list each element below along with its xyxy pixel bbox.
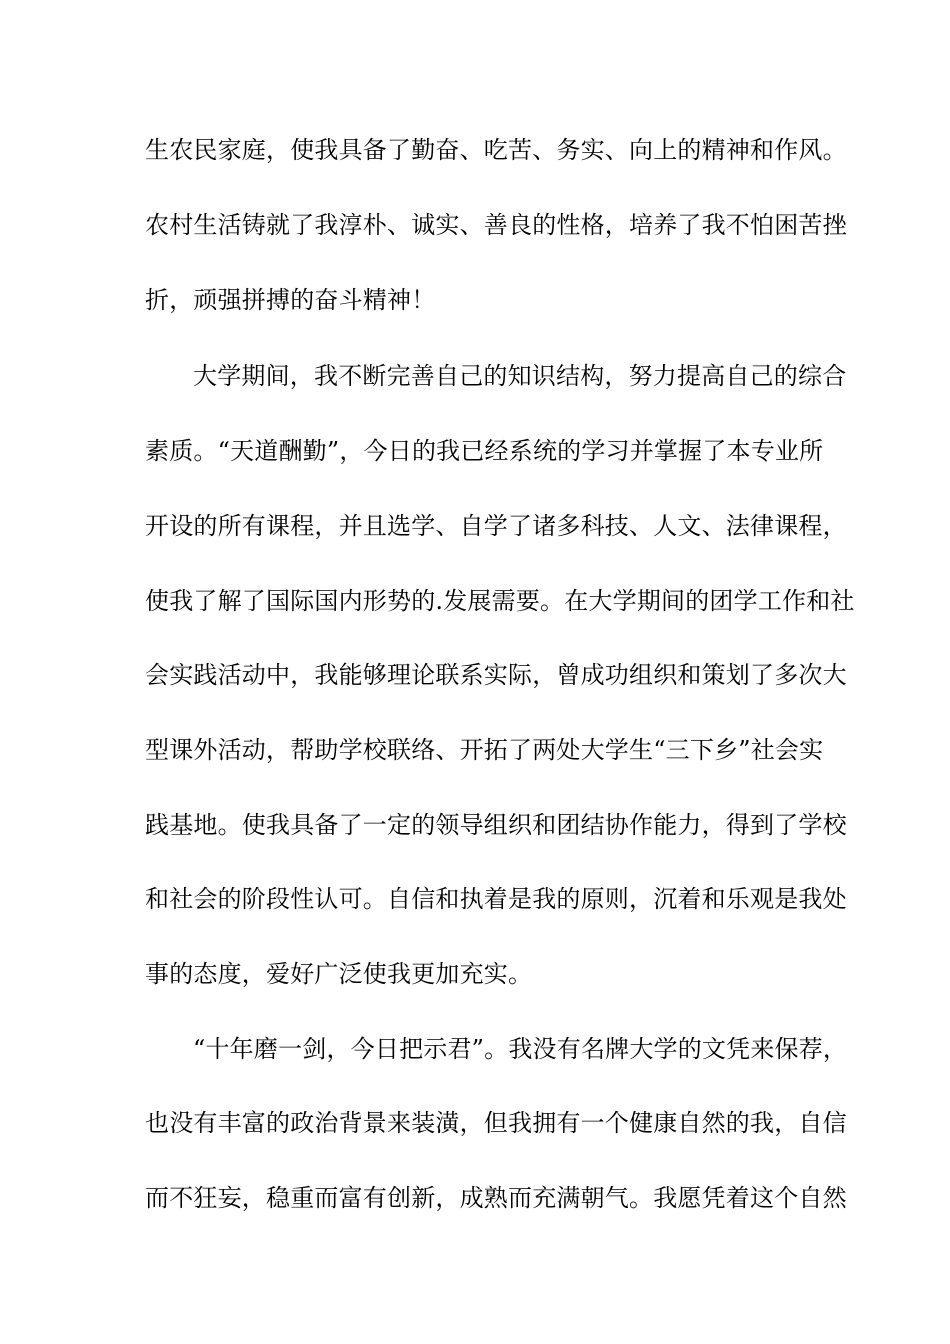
text-line: 使我了解了国际国内形势的.发展需要。在大学期间的团学工作和社 [145,587,855,615]
paragraph-first-line: 大学期间，我不断完善自己的知识结构，努力提高自己的综合 [193,362,847,390]
text-line: 折，顽强拼搏的奋斗精神！ [145,286,436,314]
text-line: 和社会的阶段性认可。自信和执着是我的原则，沉着和乐观是我处 [145,885,847,913]
text-line: 素质。“天道酬勤”，今日的我已经系统的学习并掌握了本专业所 [145,437,824,465]
text-line: 开设的所有课程，并且选学、自学了诸多科技、人文、法律课程， [145,512,847,540]
text-line: 事的态度，爱好广泛使我更加充实。 [145,960,533,988]
text-line: 生农民家庭，使我具备了勤奋、吃苦、务实、向上的精神和作风。 [145,136,847,164]
text-line: 践基地。使我具备了一定的领导组织和团结协作能力，得到了学校 [145,811,847,839]
paragraph-first-line: “十年磨一剑，今日把示君”。我没有名牌大学的文凭来保荐， [193,1035,848,1063]
text-line: 型课外活动，帮助学校联络、开拓了两处大学生“三下乡”社会实 [145,736,824,764]
text-line: 农村生活铸就了我淳朴、诚实、善良的性格，培养了我不怕困苦挫 [145,211,847,239]
text-line: 会实践活动中，我能够理论联系实际，曾成功组织和策划了多次大 [145,661,847,689]
text-line: 也没有丰富的政治背景来装潢，但我拥有一个健康自然的我，自信 [145,1109,847,1137]
text-line: 而不狂妄，稳重而富有创新，成熟而充满朝气。我愿凭着这个自然 [145,1184,847,1212]
